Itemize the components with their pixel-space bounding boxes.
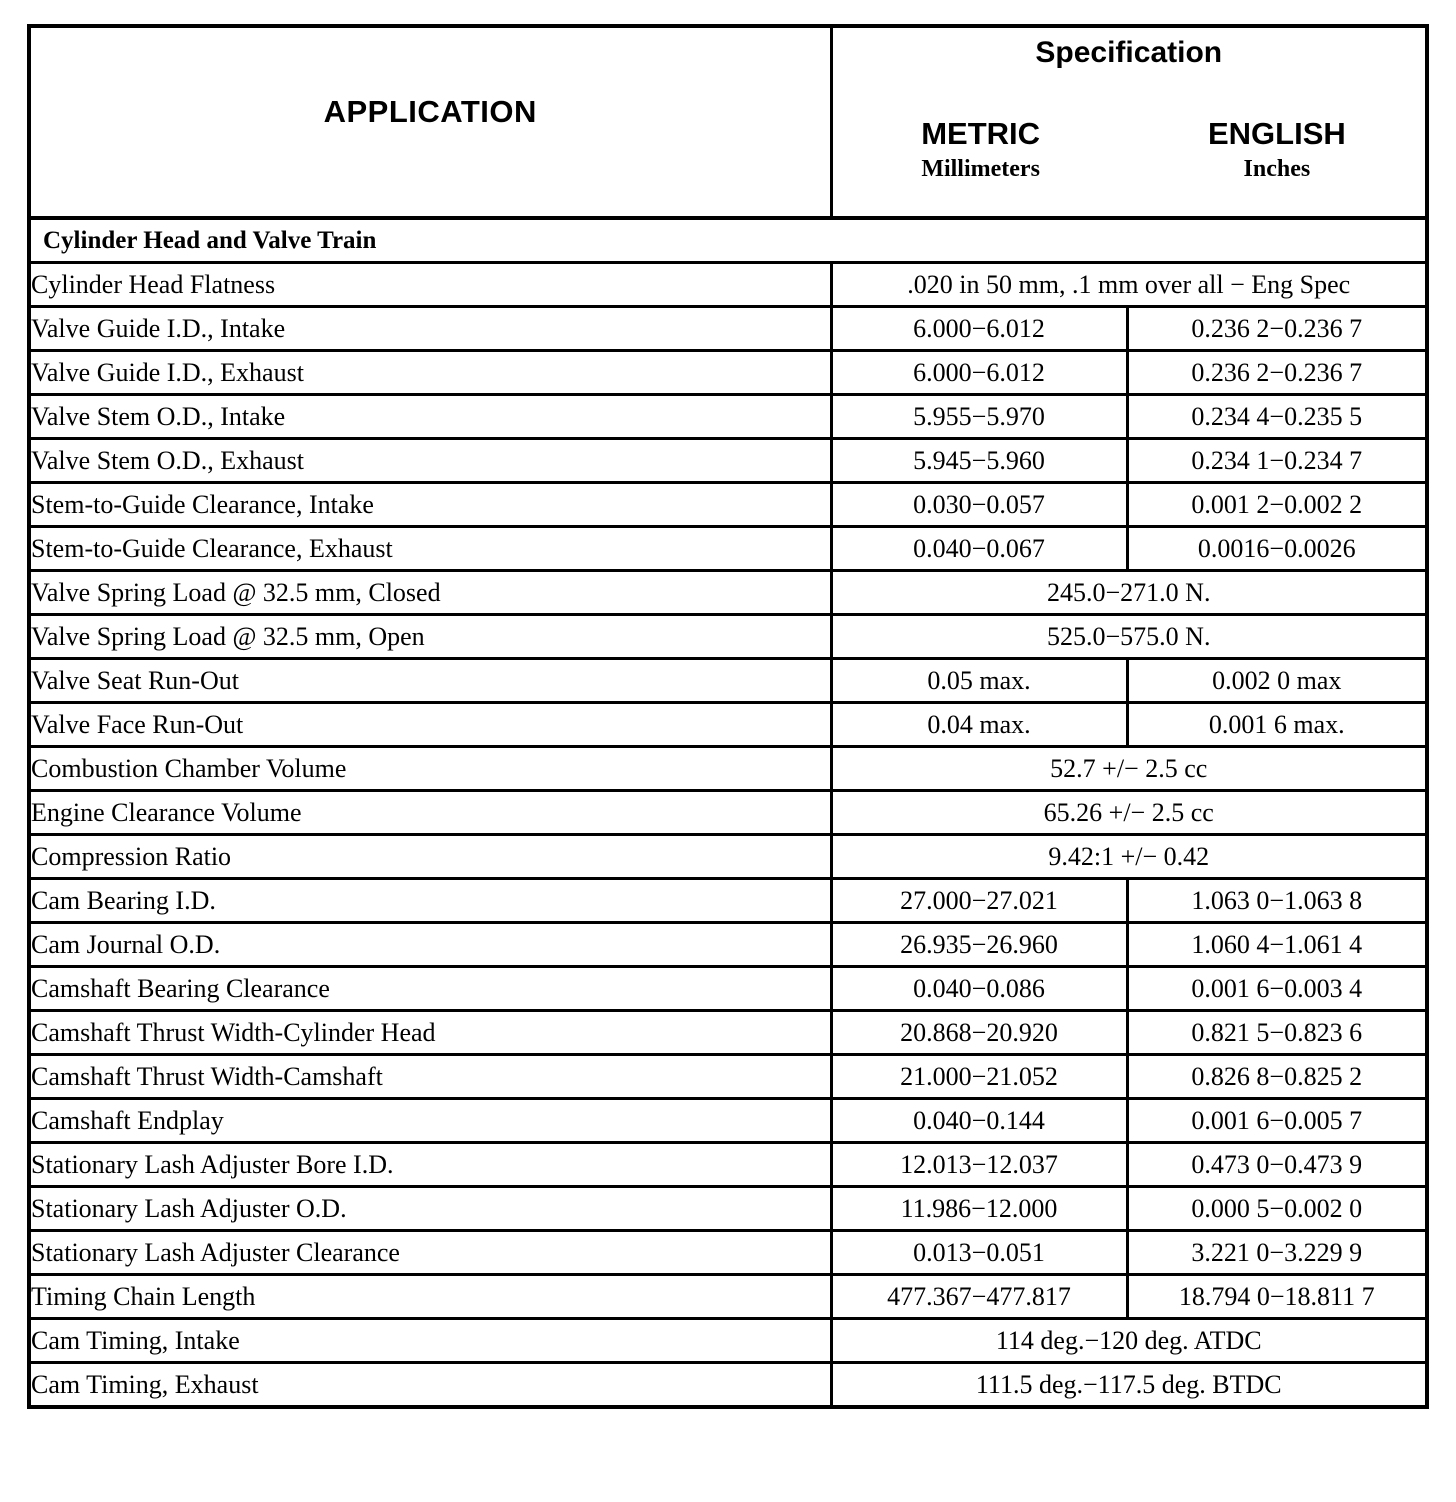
application-cell: Valve Stem O.D., Exhaust	[29, 439, 831, 483]
metric-value-cell: 0.04 max.	[831, 703, 1127, 747]
table-row	[29, 1231, 1427, 1275]
metric-value-cell: 0.05 max.	[831, 659, 1127, 703]
application-cell: Stem-to-Guide Clearance, Intake	[29, 483, 831, 527]
combined-spec-cell: 114 deg.−120 deg. ATDC	[831, 1319, 1427, 1363]
combined-spec-cell: 52.7 +/− 2.5 cc	[831, 747, 1427, 791]
table-row	[29, 1363, 1427, 1408]
table-row	[29, 307, 1427, 351]
combined-spec-cell: 525.0−575.0 N.	[831, 615, 1427, 659]
application-cell: Valve Seat Run-Out	[29, 659, 831, 703]
table-row	[29, 967, 1427, 1011]
metric-value-cell: 11.986−12.000	[831, 1187, 1127, 1231]
section-title: Cylinder Head and Valve Train	[29, 218, 1427, 263]
english-value-cell: 0.000 5−0.002 0	[1127, 1187, 1427, 1231]
english-column-header	[1129, 116, 1425, 184]
table-row	[29, 879, 1427, 923]
metric-value-cell: 6.000−6.012	[831, 351, 1127, 395]
table-row	[29, 1319, 1427, 1363]
english-value-cell: 0.001 2−0.002 2	[1127, 483, 1427, 527]
section-row	[29, 218, 1427, 263]
metric-value-cell: 477.367−477.817	[831, 1275, 1127, 1319]
english-value-cell: 0.236 2−0.236 7	[1127, 351, 1427, 395]
table-row	[29, 791, 1427, 835]
table-row	[29, 527, 1427, 571]
combined-spec-cell: 65.26 +/− 2.5 cc	[831, 791, 1427, 835]
metric-unit: Millimeters	[921, 156, 1040, 182]
application-cell: Stem-to-Guide Clearance, Exhaust	[29, 527, 831, 571]
english-label: ENGLISH	[1207, 116, 1346, 151]
table-row	[29, 1143, 1427, 1187]
application-header: APPLICATION	[29, 26, 831, 218]
table-row	[29, 1099, 1427, 1143]
table-row	[29, 703, 1427, 747]
metric-value-cell: 26.935−26.960	[831, 923, 1127, 967]
metric-value-cell: 5.955−5.970	[831, 395, 1127, 439]
table-row	[29, 1011, 1427, 1055]
metric-value-cell: 0.013−0.051	[831, 1231, 1127, 1275]
english-value-cell: 0.0016−0.0026	[1127, 527, 1427, 571]
table-row	[29, 923, 1427, 967]
application-cell: Valve Guide I.D., Intake	[29, 307, 831, 351]
application-cell: Combustion Chamber Volume	[29, 747, 831, 791]
specification-title: Specification	[1035, 36, 1223, 69]
table-row	[29, 1275, 1427, 1319]
english-value-cell: 3.221 0−3.229 9	[1127, 1231, 1427, 1275]
english-value-cell: 0.001 6−0.005 7	[1127, 1099, 1427, 1143]
application-cell: Camshaft Bearing Clearance	[29, 967, 831, 1011]
table-row	[29, 571, 1427, 615]
application-cell: Stationary Lash Adjuster Clearance	[29, 1231, 831, 1275]
combined-spec-cell: 245.0−271.0 N.	[831, 571, 1427, 615]
metric-column-header	[833, 116, 1129, 184]
metric-value-cell: 0.040−0.067	[831, 527, 1127, 571]
english-value-cell: 0.001 6 max.	[1127, 703, 1427, 747]
english-value-cell: 18.794 0−18.811 7	[1127, 1275, 1427, 1319]
application-cell: Cam Timing, Exhaust	[29, 1363, 831, 1408]
application-cell: Stationary Lash Adjuster Bore I.D.	[29, 1143, 831, 1187]
application-cell: Cam Timing, Intake	[29, 1319, 831, 1363]
table-row	[29, 439, 1427, 483]
table-row	[29, 395, 1427, 439]
application-cell: Valve Guide I.D., Exhaust	[29, 351, 831, 395]
metric-value-cell: 27.000−27.021	[831, 879, 1127, 923]
english-value-cell: 0.002 0 max	[1127, 659, 1427, 703]
english-value-cell: 0.236 2−0.236 7	[1127, 307, 1427, 351]
application-cell: Cam Journal O.D.	[29, 923, 831, 967]
application-cell: Cam Bearing I.D.	[29, 879, 831, 923]
metric-value-cell: 0.040−0.086	[831, 967, 1127, 1011]
english-unit: Inches	[1243, 156, 1311, 182]
combined-spec-cell: .020 in 50 mm, .1 mm over all − Eng Spec	[831, 263, 1427, 307]
table-row	[29, 351, 1427, 395]
table-row	[29, 1187, 1427, 1231]
english-value-cell: 0.234 1−0.234 7	[1127, 439, 1427, 483]
metric-value-cell: 6.000−6.012	[831, 307, 1127, 351]
application-cell: Cylinder Head Flatness	[29, 263, 831, 307]
table-row	[29, 263, 1427, 307]
english-value-cell: 0.826 8−0.825 2	[1127, 1055, 1427, 1099]
combined-spec-cell: 9.42:1 +/− 0.42	[831, 835, 1427, 879]
application-cell: Compression Ratio	[29, 835, 831, 879]
application-cell: Stationary Lash Adjuster O.D.	[29, 1187, 831, 1231]
application-cell: Camshaft Thrust Width-Cylinder Head	[29, 1011, 831, 1055]
metric-value-cell: 5.945−5.960	[831, 439, 1127, 483]
application-cell: Valve Spring Load @ 32.5 mm, Closed	[29, 571, 831, 615]
table-row	[29, 483, 1427, 527]
application-cell: Valve Spring Load @ 32.5 mm, Open	[29, 615, 831, 659]
english-value-cell: 0.473 0−0.473 9	[1127, 1143, 1427, 1187]
metric-value-cell: 20.868−20.920	[831, 1011, 1127, 1055]
metric-value-cell: 0.040−0.144	[831, 1099, 1127, 1143]
application-cell: Camshaft Endplay	[29, 1099, 831, 1143]
specification-table	[27, 24, 1429, 1409]
application-cell: Engine Clearance Volume	[29, 791, 831, 835]
specification-header	[831, 26, 1427, 218]
english-value-cell: 1.063 0−1.063 8	[1127, 879, 1427, 923]
application-cell: Valve Stem O.D., Intake	[29, 395, 831, 439]
table-row	[29, 615, 1427, 659]
english-value-cell: 0.821 5−0.823 6	[1127, 1011, 1427, 1055]
table-row	[29, 659, 1427, 703]
combined-spec-cell: 111.5 deg.−117.5 deg. BTDC	[831, 1363, 1427, 1408]
metric-value-cell: 12.013−12.037	[831, 1143, 1127, 1187]
application-cell: Timing Chain Length	[29, 1275, 831, 1319]
metric-value-cell: 0.030−0.057	[831, 483, 1127, 527]
table-row	[29, 1055, 1427, 1099]
metric-label: METRIC	[921, 116, 1041, 151]
metric-value-cell: 21.000−21.052	[831, 1055, 1127, 1099]
english-value-cell: 0.234 4−0.235 5	[1127, 395, 1427, 439]
table-row	[29, 835, 1427, 879]
table-row	[29, 747, 1427, 791]
application-cell: Valve Face Run-Out	[29, 703, 831, 747]
application-cell: Camshaft Thrust Width-Camshaft	[29, 1055, 831, 1099]
english-value-cell: 0.001 6−0.003 4	[1127, 967, 1427, 1011]
english-value-cell: 1.060 4−1.061 4	[1127, 923, 1427, 967]
header-row	[29, 26, 1427, 218]
